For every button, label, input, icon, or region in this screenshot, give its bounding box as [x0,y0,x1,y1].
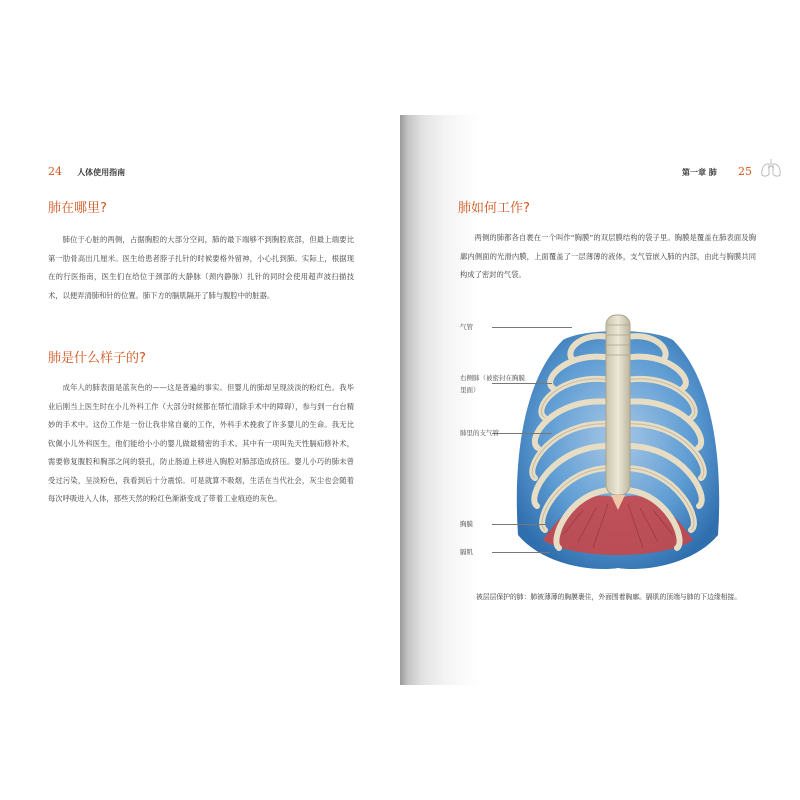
right-page-number: 25 [738,165,752,178]
label-pleura: 胸膜 [460,520,473,528]
left-page [0,115,400,685]
label-diaphragm: 膈肌 [460,548,473,556]
section-heading-appearance: 肺是什么样子的? [48,351,146,366]
right-running-header [682,165,752,178]
section-heading-how: 肺如何工作? [458,201,530,216]
book-spread [0,115,800,685]
left-running-header [48,165,125,178]
paragraph-how: 两侧的肺都各自裹在一个叫作“胸膜”的双层膜结构的袋子里。胸膜是覆盖在肺表面及胸廓内侧面的光滑内膜，上面覆盖了一层薄薄的液体，支气管嵌入肺的内部，由此与胸膜共同构成了密封的气袋。 [460,233,756,279]
paragraph-appearance: 成年人的肺表面是蓝灰色的——这是普遍的事实。但婴儿的肺却呈现淡淡的粉红色。我毕业后刚当上医生时在小儿外科工作（大部分时候都在帮忙清除手术中的障碍），参与到一台台精妙的手术中。这份工作是一份让我非常自豪的工作，外科手术挽救了许多婴儿的生命。我无比钦佩小儿外科医生，他们能给小小的婴儿做最精密的手术。其中有一项叫先天性膈疝修补术，需要修复腹腔和胸部之间的裂孔，防止肠道上移进入胸腔对肺部造成挤压。婴儿小巧的肺未曾受过污染，呈淡粉色，我看到后十分震惊。可是就算不吸烟，生活在当代社会，灰尘也会随着每次呼吸进入人体，那些天然的粉红色渐渐变成了带着工业痕迹的灰色。 [48,383,354,503]
leader-diaphragm [492,552,550,553]
label-right-lung: 右侧肺（被密封在胸膜里面） [460,374,525,394]
leader-pleura [492,524,547,525]
paragraph-where: 肺位于心脏的两侧，占据胸腔的大部分空间，肺的最下端够不到胸腔底部，但最上端要比第一肋骨高出几厘米。医生给患者脖子扎针的时候要格外留神，小心扎到肺。实际上，根据现在的行医指南，医生们在给位于颈部的大静脉（颈内静脉）扎针的同时会使用超声波扫描技术，以便弄清肺和针的位置。肺下方的膈肌隔开了肺与腹腔中的脏器。 [48,235,354,300]
section-heading-where: 肺在哪里? [48,201,107,216]
rib-cage-illustration [493,310,743,590]
left-page-number: 24 [48,165,62,178]
lungs-icon [760,158,782,178]
label-bronchus: 肺里的支气管 [460,429,499,437]
label-trachea: 气管 [460,323,473,331]
right-page [400,115,800,685]
figure-caption: 被层层保护的肺：肺被薄薄的胸膜裹住，外面围着胸廓。膈肌的顶端与肺的下边缘相接。 [476,593,742,601]
sternum-trachea [606,315,630,495]
book-title: 人体使用指南 [77,168,126,177]
leader-trachea [492,327,572,328]
chapter-title: 第一章 肺 [682,168,717,177]
